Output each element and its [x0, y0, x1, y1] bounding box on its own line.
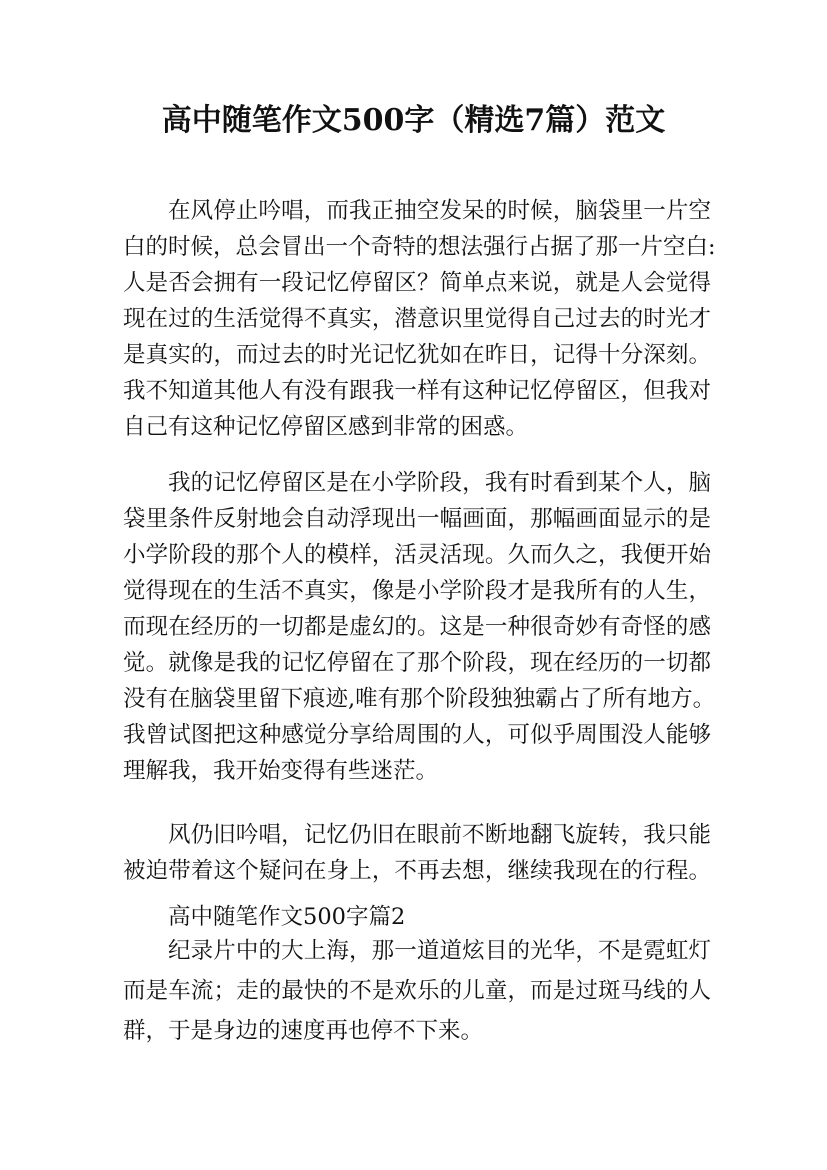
- paragraph-line: 风仍旧吟唱，记忆仍旧在眼前不断地翻飞旋转，我只能: [168, 822, 711, 848]
- paragraph-line: 纪录片中的大上海，那一道道炫目的光华，不是霓虹灯: [168, 938, 711, 964]
- document-title: 高中随笔作文500字（精选7篇）范文: [161, 103, 666, 138]
- paragraph-line: 觉得现在的生活不真实，像是小学阶段才是我所有的人生，: [123, 578, 711, 604]
- section-heading: 高中随笔作文500字篇2: [168, 904, 406, 930]
- paragraph-line: 我不知道其他人有没有跟我一样有这种记忆停留区，但我对: [123, 378, 711, 404]
- paragraph-line: 没有在脑袋里留下痕迹,唯有那个阶段独独霸占了所有地方。: [123, 686, 716, 712]
- paragraph-line: 白的时候，总会冒出一个奇特的想法强行占据了那一片空白:: [123, 234, 716, 260]
- paragraph-line: 自己有这种记忆停留区感到非常的困惑。: [123, 414, 529, 440]
- paragraph-line: 群，于是身边的速度再也停不下来。: [123, 1018, 484, 1044]
- paragraph-line: 现在过的生活觉得不真实，潜意识里觉得自己过去的时光才: [123, 306, 711, 332]
- paragraph-line: 袋里条件反射地会自动浮现出一幅画面，那幅画面显示的是: [123, 506, 711, 532]
- paragraph-line: 而是车流；走的最快的不是欢乐的儿童，而是过斑马线的人: [123, 978, 711, 1004]
- paragraph-line: 而现在经历的一切都是虚幻的。这是一种很奇妙有奇怪的感: [123, 614, 711, 640]
- paragraph-line: 我的记忆停留区是在小学阶段，我有时看到某个人，脑: [168, 470, 711, 496]
- paragraph-line: 小学阶段的那个人的模样，活灵活现。久而久之，我便开始: [123, 542, 711, 568]
- paragraph-line: 在风停止吟唱，而我正抽空发呆的时候，脑袋里一片空: [168, 198, 711, 224]
- paragraph-line: 我曾试图把这种感觉分享给周围的人，可似乎周围没人能够: [123, 722, 711, 748]
- paragraph-line: 人是否会拥有一段记忆停留区？简单点来说，就是人会觉得: [123, 270, 711, 296]
- paragraph-line: 觉。就像是我的记忆停留在了那个阶段，现在经历的一切都: [123, 650, 711, 676]
- paragraph-line: 是真实的，而过去的时光记忆犹如在昨日，记得十分深刻。: [123, 342, 711, 368]
- paragraph-line: 理解我，我开始变得有些迷茫。: [123, 758, 439, 784]
- paragraph-line: 被迫带着这个疑问在身上，不再去想，继续我现在的行程。: [123, 858, 711, 884]
